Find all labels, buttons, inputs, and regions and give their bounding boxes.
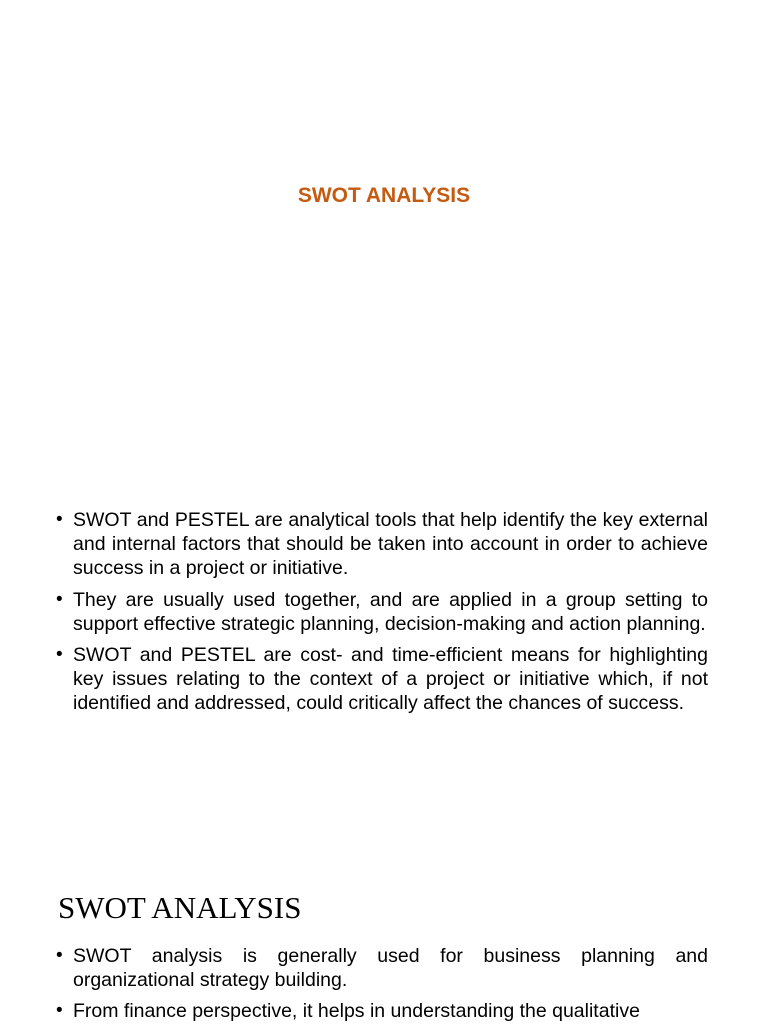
bullet-icon: • — [56, 588, 63, 610]
slide-title: SWOT ANALYSIS — [297, 184, 471, 207]
swot-bullet-list — [56, 944, 708, 1031]
bullet-text: SWOT and PESTEL are analytical tools that help identify the key external and internal factors that should be taken into account in order to achieve success in a project or initiative. — [73, 509, 708, 580]
bullet-text: They are usually used together, and are applied in a group setting to support effective strategic planning, decision-making and action planning. — [73, 588, 708, 635]
bullet-icon: • — [56, 644, 63, 666]
bullet-text: From finance perspective, it helps in understanding the qualitative — [73, 1000, 640, 1023]
list-item — [56, 999, 708, 1023]
bullet-icon: • — [56, 1000, 63, 1022]
bullet-icon: • — [56, 945, 63, 966]
bullet-icon: • — [56, 509, 63, 530]
section-heading: SWOT ANALYSIS — [58, 890, 302, 925]
list-item — [56, 643, 708, 716]
intro-bullet-list — [56, 508, 708, 723]
list-item — [56, 508, 708, 581]
list-item — [56, 944, 708, 992]
list-item — [56, 588, 708, 636]
bullet-text: SWOT analysis is generally used for business planning and organizational strategy building. — [73, 945, 708, 992]
bullet-text: SWOT and PESTEL are cost- and time-efficient means for highlighting key issues relating to the context of a project or initiative which, if not identified and addressed, could critically affect the chances of success. — [73, 644, 708, 715]
